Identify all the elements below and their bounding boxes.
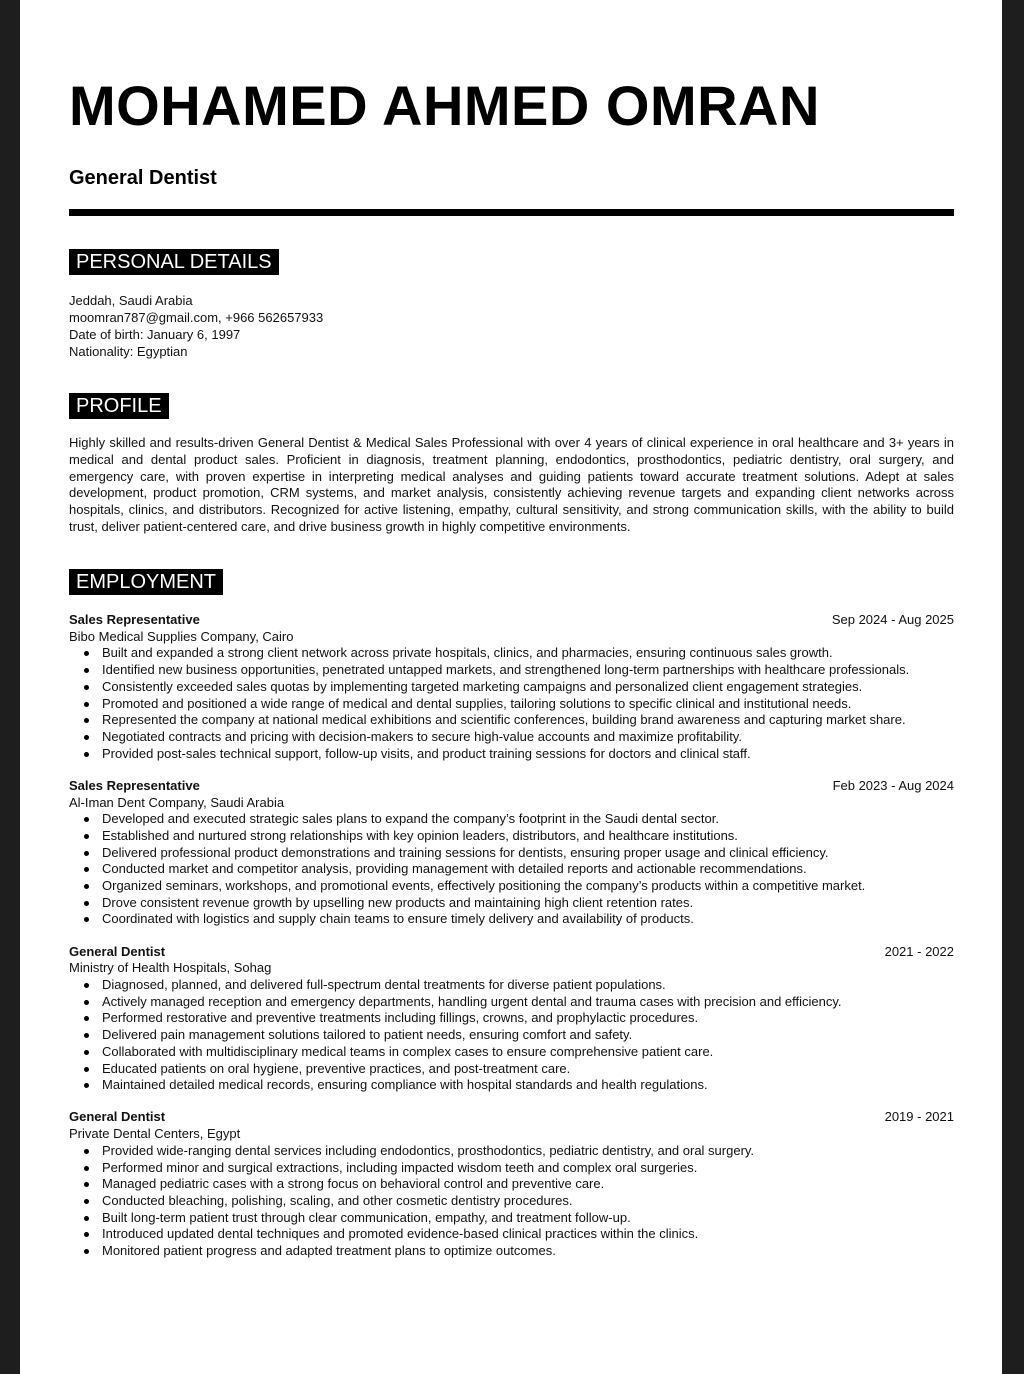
employment-heading: EMPLOYMENT xyxy=(69,569,223,595)
job-company: Ministry of Health Hospitals, Sohag xyxy=(69,960,272,976)
job-bullets xyxy=(69,645,954,762)
job-bullet: Developed and executed strategic sales plans to expand the company’s footprint in the Saudi dental sector. xyxy=(69,811,954,828)
job-bullet: Conducted bleaching, polishing, scaling, and other cosmetic dentistry procedures. xyxy=(69,1193,954,1210)
job-bullets xyxy=(69,1143,954,1260)
candidate-title: General Dentist xyxy=(69,167,217,189)
job-role: General Dentist xyxy=(69,1109,166,1125)
job-bullet: Consistently exceeded sales quotas by implementing targeted marketing campaigns and personalized client engagement strategies. xyxy=(69,679,954,696)
job-bullets xyxy=(69,977,954,1094)
job-dates: Sep 2024 - Aug 2025 xyxy=(831,612,954,627)
contact-text: moomran787@gmail.com, +966 562657933 xyxy=(69,310,324,325)
job-bullet: Organized seminars, workshops, and promotional events, effectively positioning the company’s products within a competitive market. xyxy=(69,878,954,895)
job-header xyxy=(69,778,954,795)
job-bullet: Provided post-sales technical support, follow-up visits, and product training sessions for doctors and clinical staff. xyxy=(69,746,954,763)
job-company: Bibo Medical Supplies Company, Cairo xyxy=(69,628,294,644)
job-bullet: Diagnosed, planned, and delivered full-spectrum dental treatments for diverse patient populations. xyxy=(69,977,954,994)
dob-text: Date of birth: January 6, 1997 xyxy=(69,327,241,342)
location-text: Jeddah, Saudi Arabia xyxy=(69,293,193,308)
job-bullet: Represented the company at national medical exhibitions and scientific conferences, building brand awareness and capturing market share. xyxy=(69,712,954,729)
job-bullet: Maintained detailed medical records, ensuring compliance with hospital standards and health regulations. xyxy=(69,1077,954,1094)
job-dates: 2021 - 2022 xyxy=(884,943,954,959)
job-entry xyxy=(69,944,954,1094)
job-bullet: Delivered professional product demonstrations and training sessions for dentists, ensuring proper usage and clinical efficiency. xyxy=(69,845,954,862)
job-company: Al-Iman Dent Company, Saudi Arabia xyxy=(69,794,285,810)
job-entry xyxy=(69,1109,954,1259)
job-header xyxy=(69,612,954,629)
job-bullet: Promoted and positioned a wide range of medical and dental supplies, tailoring solutions to specific clinical and institutional needs. xyxy=(69,696,954,713)
job-bullet: Coordinated with logistics and supply chain teams to ensure timely delivery and availability of products. xyxy=(69,911,954,928)
header-divider xyxy=(69,209,954,216)
job-bullets xyxy=(69,811,954,928)
job-bullet: Identified new business opportunities, penetrated untapped markets, and strengthened long-term partnerships with healthcare professionals. xyxy=(69,662,954,679)
job-role: Sales Representative xyxy=(69,612,200,627)
job-bullet: Performed minor and surgical extractions, including impacted wisdom teeth and complex oral surgeries. xyxy=(69,1160,954,1177)
job-bullet: Provided wide-ranging dental services including endodontics, prosthodontics, pediatric dentistry, and oral surgery. xyxy=(69,1143,954,1160)
job-bullet: Collaborated with multidisciplinary medical teams in complex cases to ensure comprehensive patient care. xyxy=(69,1044,954,1061)
job-role: General Dentist xyxy=(69,943,166,959)
nationality-text: Nationality: Egyptian xyxy=(69,344,188,359)
profile-heading: PROFILE xyxy=(69,393,169,419)
job-company: Private Dental Centers, Egypt xyxy=(69,1126,241,1142)
job-dates: Feb 2023 - Aug 2024 xyxy=(832,777,954,793)
job-dates: 2019 - 2021 xyxy=(884,1109,954,1125)
job-bullet: Built and expanded a strong client network across private hospitals, clinics, and pharmacies, ensuring continuous sales growth. xyxy=(69,645,954,662)
job-bullet: Delivered pain management solutions tailored to patient needs, ensuring comfort and safety. xyxy=(69,1027,954,1044)
job-header xyxy=(69,944,954,961)
employment-list xyxy=(69,612,954,1260)
job-bullet: Drove consistent revenue growth by upselling new products and maintaining high client retention rates. xyxy=(69,895,954,912)
job-entry xyxy=(69,612,954,762)
job-bullet: Monitored patient progress and adapted treatment plans to optimize outcomes. xyxy=(69,1243,954,1260)
job-bullet: Educated patients on oral hygiene, preventive practices, and post-treatment care. xyxy=(69,1061,954,1078)
job-bullet: Built long-term patient trust through clear communication, empathy, and treatment follow-up. xyxy=(69,1210,954,1227)
job-role: Sales Representative xyxy=(69,777,200,793)
profile-summary: Highly skilled and results-driven General Dentist & Medical Sales Professional with over 4 years of clinical experience in oral healthcare and 3+ years in medical and dental product sales. Proficient in diagnosis, treatment planning, endodontics, prosthodontics, pediatric dentistry, oral surgery, and emergency care, with proven expertise in interpreting medical analyses and guiding patients toward accurate treatment solutions. Adept at sales development, product promotion, CRM systems, and market analysis, consistently achieving revenue targets and expanding client networks across hospitals, clinics, and distributors. Recognized for active listening, empathy, cultural sensitivity, and strong communication skills, with the ability to build trust, deliver patient-centered care, and drive business growth in highly competitive environments. xyxy=(69,435,954,534)
candidate-name: MOHAMED AHMED OMRAN xyxy=(69,74,820,137)
job-bullet: Conducted market and competitor analysis, providing management with detailed reports and actionable recommendations. xyxy=(69,861,954,878)
job-entry xyxy=(69,778,954,928)
resume-page xyxy=(20,0,1002,1374)
job-bullet: Actively managed reception and emergency departments, handling urgent dental and trauma cases with precision and efficiency. xyxy=(69,994,954,1011)
job-bullet: Established and nurtured strong relationships with key opinion leaders, distributors, and healthcare institutions. xyxy=(69,828,954,845)
personal-details xyxy=(69,292,323,360)
job-bullet: Performed restorative and preventive treatments including fillings, crowns, and prophylactic procedures. xyxy=(69,1010,954,1027)
personal-details-heading: PERSONAL DETAILS xyxy=(69,249,279,275)
job-bullet: Negotiated contracts and pricing with decision-makers to secure high-value accounts and maximize profitability. xyxy=(69,729,954,746)
job-header xyxy=(69,1109,954,1126)
job-bullet: Introduced updated dental techniques and promoted evidence-based clinical practices within the clinics. xyxy=(69,1226,954,1243)
job-bullet: Managed pediatric cases with a strong focus on behavioral control and preventive care. xyxy=(69,1176,954,1193)
